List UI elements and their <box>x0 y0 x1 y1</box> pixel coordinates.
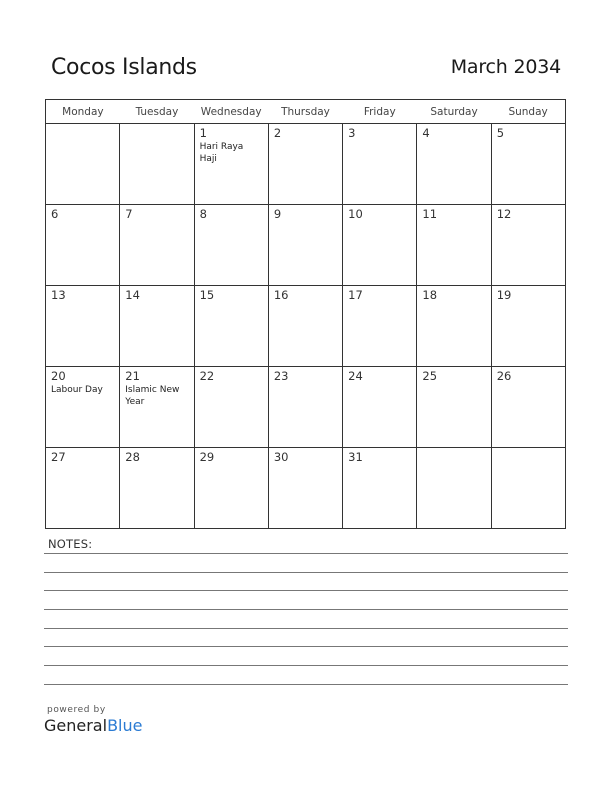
generalblue-logo <box>44 716 142 735</box>
day-number: 10 <box>348 207 363 221</box>
day-number: 22 <box>199 369 215 383</box>
day-number: 6 <box>51 207 59 221</box>
day-number: 23 <box>273 369 289 383</box>
weekday-wednesday: Wednesday <box>194 100 268 124</box>
calendar-day-cell <box>491 367 565 448</box>
calendar-day-cell <box>491 448 565 529</box>
note-line <box>44 553 568 554</box>
day-number: 16 <box>273 288 289 302</box>
day-number: 12 <box>496 207 512 221</box>
weekday-tuesday: Tuesday <box>120 100 194 124</box>
note-line <box>44 665 568 666</box>
brand-name-blue: Blue <box>107 716 143 735</box>
day-number: 4 <box>422 126 430 140</box>
calendar-week-row <box>46 367 566 448</box>
calendar-day-cell <box>268 286 342 367</box>
calendar-grid <box>45 99 566 529</box>
calendar-day-cell <box>491 286 565 367</box>
calendar-week-row <box>46 205 566 286</box>
calendar-day-cell <box>417 205 491 286</box>
day-number: 20 <box>51 369 66 383</box>
calendar-day-cell <box>46 448 120 529</box>
day-number: 18 <box>422 288 438 302</box>
day-number: 21 <box>125 369 140 383</box>
calendar-day-cell <box>194 367 268 448</box>
note-line <box>44 590 568 591</box>
calendar-day-cell <box>343 367 417 448</box>
brand-name-general: General <box>44 716 108 735</box>
weekday-header-row <box>46 100 566 124</box>
calendar-day-cell <box>268 448 342 529</box>
calendar-day-cell <box>491 205 565 286</box>
day-number: 24 <box>348 369 363 383</box>
day-number: 1 <box>199 126 207 140</box>
day-number: 8 <box>199 207 207 221</box>
day-number: 19 <box>496 288 512 302</box>
calendar-day-cell <box>194 124 268 205</box>
calendar-day-cell <box>46 367 120 448</box>
calendar-day-cell <box>194 448 268 529</box>
day-number: 29 <box>199 450 215 464</box>
calendar-day-cell <box>194 286 268 367</box>
calendar-day-cell <box>120 124 194 205</box>
weekday-thursday: Thursday <box>268 100 342 124</box>
calendar-day-cell <box>268 367 342 448</box>
day-number: 25 <box>422 369 438 383</box>
calendar-day-cell <box>417 367 491 448</box>
day-number: 3 <box>348 126 356 140</box>
calendar-day-cell <box>46 124 120 205</box>
calendar-day-cell <box>343 124 417 205</box>
calendar-week-row <box>46 448 566 529</box>
day-number: 30 <box>273 450 289 464</box>
day-number: 26 <box>496 369 512 383</box>
day-number: 15 <box>199 288 215 302</box>
calendar-day-cell <box>46 205 120 286</box>
calendar-day-cell <box>194 205 268 286</box>
day-number: 9 <box>273 207 282 221</box>
calendar-week-row <box>46 286 566 367</box>
weekday-sunday: Sunday <box>491 100 565 124</box>
day-number: 27 <box>51 450 66 464</box>
country-title: Cocos Islands <box>51 55 197 80</box>
weekday-saturday: Saturday <box>417 100 491 124</box>
calendar-week-row <box>46 124 566 205</box>
note-line <box>44 572 568 573</box>
calendar-day-cell <box>343 448 417 529</box>
calendar-day-cell <box>120 448 194 529</box>
note-line <box>44 609 568 610</box>
calendar-day-cell <box>343 205 417 286</box>
weekday-friday: Friday <box>343 100 417 124</box>
note-line <box>44 628 568 629</box>
day-number: 17 <box>348 288 363 302</box>
day-number: 2 <box>273 126 282 140</box>
powered-by-text: powered by <box>47 705 106 715</box>
calendar-day-cell <box>343 286 417 367</box>
weekday-monday: Monday <box>46 100 120 124</box>
notes-label: NOTES: <box>48 537 93 551</box>
calendar-day-cell <box>417 448 491 529</box>
note-line <box>44 684 568 685</box>
calendar-day-cell <box>417 124 491 205</box>
holiday-label: Islamic New Year <box>125 385 180 407</box>
day-number: 11 <box>422 207 438 221</box>
holiday-label: Hari Raya Haji <box>199 142 244 164</box>
month-year-title: March 2034 <box>450 56 561 78</box>
calendar-day-cell <box>268 124 342 205</box>
calendar-day-cell <box>120 367 194 448</box>
day-number: 14 <box>125 288 140 302</box>
day-number: 28 <box>125 450 140 464</box>
calendar-day-cell <box>491 124 565 205</box>
calendar-day-cell <box>120 286 194 367</box>
day-number: 7 <box>125 207 133 221</box>
calendar-day-cell <box>46 286 120 367</box>
calendar-day-cell <box>417 286 491 367</box>
day-number: 31 <box>348 450 363 464</box>
calendar-day-cell <box>120 205 194 286</box>
holiday-label: Labour Day <box>51 385 103 395</box>
calendar-day-cell <box>268 205 342 286</box>
day-number: 13 <box>51 288 66 302</box>
day-number: 5 <box>496 126 505 140</box>
note-line <box>44 646 568 647</box>
